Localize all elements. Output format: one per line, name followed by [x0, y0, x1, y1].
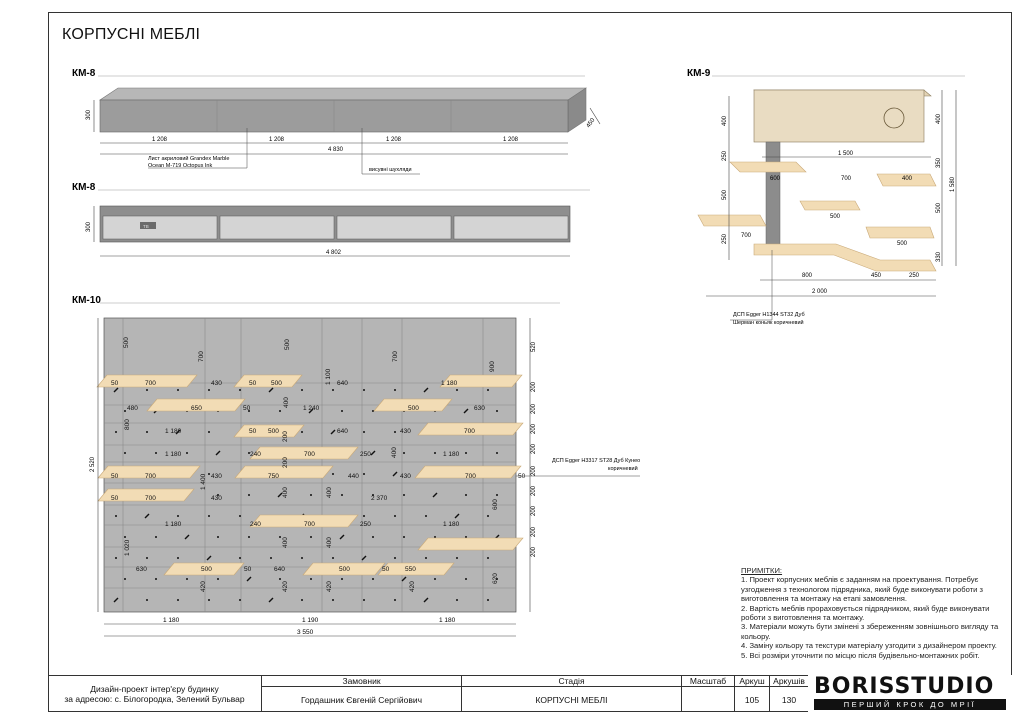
peg-hole — [487, 515, 489, 517]
km9-shelf — [730, 162, 806, 172]
km10-right-dim: 200 — [531, 403, 537, 414]
km10-dim-label: 700 — [465, 473, 476, 480]
peg-hole — [487, 557, 489, 559]
km10-dim-label: 500 — [339, 566, 350, 573]
km9-bottom-dim: 250 — [909, 273, 920, 279]
sheet-label: Аркуш — [734, 675, 769, 686]
note-item: 5. Всі розміри уточнити по місцю після будівельно-монтажних робіт. — [741, 650, 980, 660]
km9-shelf-dim: 600 — [770, 176, 781, 182]
km9-shelf-dim: 500 — [897, 241, 908, 247]
peg-hole — [177, 389, 179, 391]
peg-hole — [115, 557, 117, 559]
km10-dim-label: 240 — [250, 451, 261, 458]
km10-right-dim: 200 — [531, 381, 537, 392]
peg-hole — [208, 431, 210, 433]
km8-top-cabinet-lid — [100, 88, 586, 100]
peg-hole — [177, 599, 179, 601]
peg-hole — [208, 515, 210, 517]
peg-hole — [186, 452, 188, 454]
peg-hole — [208, 599, 210, 601]
peg-hole — [403, 452, 405, 454]
peg-hole — [301, 431, 303, 433]
km10-dim-label: 600 — [492, 499, 499, 510]
stage-value: КОРПУСНІ МЕБЛІ — [461, 686, 681, 712]
km10-dim-label: 50 — [244, 566, 252, 573]
km8-top-depth-dim: 450 — [585, 117, 597, 130]
peg-hole — [124, 536, 126, 538]
km8-top-segment-dim: 1 208 — [152, 137, 168, 143]
km8-bottom-drawing — [72, 182, 590, 256]
km10-right-dims — [531, 341, 537, 557]
km10-dim-label: 420 — [326, 581, 333, 592]
km10-dim-label: 500 — [271, 380, 282, 387]
peg-hole — [394, 389, 396, 391]
peg-hole — [310, 578, 312, 580]
sheets-total: 130 — [769, 686, 808, 712]
km10-bottom-dim: 1 180 — [439, 617, 456, 624]
peg-hole — [115, 515, 117, 517]
peg-hole — [403, 494, 405, 496]
peg-hole — [146, 599, 148, 601]
km10-dim-label: 420 — [282, 581, 289, 592]
km9-left-dim: 500 — [722, 189, 728, 200]
peg-hole — [487, 599, 489, 601]
peg-hole — [456, 389, 458, 391]
studio-logo — [808, 675, 1012, 712]
peg-hole — [363, 599, 365, 601]
project-line-1: Дизайн-проект інтер'єру будинку — [90, 684, 219, 694]
km9-right-dim: 330 — [936, 251, 942, 262]
sheet-no: 105 — [734, 686, 769, 712]
peg-hole — [456, 599, 458, 601]
km10-dim-label: 640 — [337, 428, 348, 435]
peg-hole — [177, 557, 179, 559]
peg-hole — [332, 389, 334, 391]
km10-material-note: ДСП Egger H3317 ST28 Дуб Кунео — [552, 458, 641, 464]
km10-dim-label: 1 180 — [443, 451, 460, 458]
peg-hole — [217, 578, 219, 580]
km8-top-height-dim: 300 — [86, 109, 92, 120]
km10-dim-label: 700 — [145, 380, 156, 387]
peg-hole — [332, 473, 334, 475]
peg-hole — [496, 494, 498, 496]
peg-hole — [301, 389, 303, 391]
km10-dim-label: 1 180 — [165, 451, 182, 458]
peg-hole — [115, 431, 117, 433]
km10-dim-label: 1 400 — [200, 473, 207, 490]
km10-dim-label: 1 180 — [443, 521, 460, 528]
km9-bottom-dim: 800 — [802, 273, 813, 279]
km10-dim-label: 500 — [201, 566, 212, 573]
peg-hole — [394, 515, 396, 517]
km10-material-note: коричневий — [608, 466, 638, 472]
km10-dim-label: 50 — [243, 405, 251, 412]
peg-hole — [465, 494, 467, 496]
km9-label: КМ-9 — [687, 68, 711, 79]
km9-total-height: 1 580 — [950, 176, 956, 192]
km10-dim-label: 400 — [282, 487, 289, 498]
km10-dim-label: 1 020 — [124, 539, 131, 556]
km10-label: КМ-10 — [72, 295, 101, 306]
km9-left-dim: 250 — [722, 150, 728, 161]
km10-total-width: 3 550 — [297, 629, 314, 636]
customer-label: Замовник — [261, 675, 461, 686]
brand-tagline: ПЕРШИЙ КРОК ДО МРІЇ — [814, 699, 1006, 710]
km10-dim-label: 250 — [360, 451, 371, 458]
km10-dim-label: 700 — [198, 351, 205, 362]
km10-dim-label: 50 — [111, 380, 119, 387]
peg-hole — [248, 494, 250, 496]
km9-right-dim: 400 — [936, 113, 942, 124]
peg-hole — [248, 536, 250, 538]
km10-dim-label: 640 — [337, 380, 348, 387]
km9-shelf-dim: 400 — [902, 176, 913, 182]
peg-hole — [124, 410, 126, 412]
peg-hole — [332, 557, 334, 559]
km9-material-note: ДСП Egger H1344 ST32 Дуб — [733, 312, 805, 318]
peg-hole — [177, 515, 179, 517]
peg-hole — [310, 536, 312, 538]
peg-hole — [434, 578, 436, 580]
km10-dim-label: 250 — [360, 521, 371, 528]
customer-name: Гордашник Євгеній Сергійович — [261, 686, 461, 712]
peg-hole — [363, 515, 365, 517]
km10-dim-label: 700 — [464, 428, 475, 435]
peg-hole — [155, 578, 157, 580]
km10-dim-label: 2 370 — [371, 495, 388, 502]
km8-top-total-dim: 4 830 — [328, 147, 344, 153]
km10-dim-label: 1 180 — [165, 428, 182, 435]
km10-dim-label: 50 — [111, 495, 119, 502]
km8-bottom-label: КМ-8 — [72, 182, 96, 193]
peg-hole — [372, 578, 374, 580]
peg-hole — [487, 389, 489, 391]
km10-dim-label: 430 — [211, 495, 222, 502]
km8-top-segment-dim: 1 208 — [503, 137, 519, 143]
peg-hole — [496, 410, 498, 412]
peg-hole — [425, 557, 427, 559]
km10-right-dim: 200 — [531, 465, 537, 476]
km9-shelf-dim: 500 — [830, 214, 841, 220]
km10-dim-label: 640 — [274, 566, 285, 573]
peg-hole — [208, 389, 210, 391]
peg-hole — [270, 557, 272, 559]
km9-shelf-dim: 700 — [741, 233, 752, 239]
km10-dim-label: 630 — [474, 405, 485, 412]
km10-dim-label: 430 — [400, 473, 411, 480]
peg-hole — [124, 452, 126, 454]
km10-shelf — [234, 375, 302, 387]
km10-dim-label: 1 180 — [165, 521, 182, 528]
km10-dim-label: 50 — [518, 473, 526, 480]
tv-box-tag: ТВ — [143, 224, 149, 229]
km10-dim-label: 200 — [282, 431, 289, 442]
peg-hole — [434, 452, 436, 454]
peg-hole — [155, 452, 157, 454]
scale-label: Масштаб — [681, 675, 734, 686]
peg-hole — [279, 410, 281, 412]
km8-bottom-height-dim: 300 — [86, 221, 92, 232]
km9-right-dim: 350 — [936, 157, 942, 168]
km10-dim-label: 430 — [211, 380, 222, 387]
note-item: 1. Проект корпусних меблів є заданням на проектування. Потребує узгодження з технологом підрядника, який буде виконувати роботи з виготовлення та монтажу на етапі замовлення. — [741, 575, 983, 604]
peg-hole — [341, 410, 343, 412]
km10-right-dim: 200 — [531, 423, 537, 434]
km10-dim-label: 500 — [408, 405, 419, 412]
note-item: 4. Заміну кольору та текстури матеріалу узгодити з дизайнером проекту. — [741, 641, 997, 651]
peg-hole — [146, 389, 148, 391]
peg-hole — [146, 557, 148, 559]
peg-hole — [301, 599, 303, 601]
peg-hole — [239, 599, 241, 601]
peg-hole — [372, 536, 374, 538]
peg-hole — [208, 473, 210, 475]
km8-top-label: КМ-8 — [72, 68, 96, 79]
km8-bottom-niche — [337, 216, 451, 239]
km9-top-width: 1 500 — [838, 151, 854, 157]
km10-dim-label: 420 — [409, 581, 416, 592]
km8-top-drawers-note: висувні шухляди — [369, 167, 412, 173]
peg-hole — [394, 431, 396, 433]
km10-shelf — [378, 563, 454, 575]
km10-dim-label: 620 — [492, 573, 499, 584]
km10-dim-label: 650 — [191, 405, 202, 412]
peg-hole — [403, 536, 405, 538]
peg-hole — [301, 557, 303, 559]
km9-shelf-dim: 700 — [841, 176, 852, 182]
km10-dim-label: 480 — [127, 405, 138, 412]
km10-dim-label: 200 — [282, 457, 289, 468]
km10-dim-label: 500 — [268, 428, 279, 435]
peg-hole — [146, 431, 148, 433]
km8-bottom-niche — [454, 216, 568, 239]
km10-dim-label: 50 — [249, 428, 257, 435]
peg-hole — [279, 578, 281, 580]
peg-hole — [124, 578, 126, 580]
km10-right-dim: 520 — [531, 341, 537, 352]
km9-ramp — [754, 244, 936, 271]
km10-dim-label: 700 — [145, 495, 156, 502]
peg-hole — [394, 557, 396, 559]
peg-hole — [363, 389, 365, 391]
peg-hole — [496, 452, 498, 454]
km9-drawing — [687, 68, 965, 326]
km10-dim-label: 750 — [268, 473, 279, 480]
km10-dim-label: 1 240 — [303, 405, 320, 412]
km10-right-dim: 200 — [531, 505, 537, 516]
note-item: 3. Матеріали можуть бути змінені з збереженням зовнішнього вигляду та кольору. — [741, 622, 999, 641]
km8-bottom-niche — [220, 216, 334, 239]
km10-shelf — [418, 538, 523, 550]
km10-dim-label: 700 — [145, 473, 156, 480]
km10-dim-label: 800 — [124, 419, 131, 430]
peg-hole — [363, 473, 365, 475]
km8-top-segment-dim: 1 208 — [269, 137, 285, 143]
peg-hole — [341, 494, 343, 496]
km9-shelf — [800, 201, 860, 210]
km10-dim-label: 550 — [405, 566, 416, 573]
km10-dim-label: 430 — [400, 428, 411, 435]
km9-left-dim: 400 — [722, 115, 728, 126]
km10-dim-label: 400 — [283, 397, 290, 408]
peg-hole — [456, 557, 458, 559]
project-cell — [48, 675, 261, 712]
notes-block — [741, 566, 1007, 660]
note-item: 2. Вартість меблів прораховується підрядником, який буде виконувати роботи з виготовлення та монтажу. — [741, 603, 990, 623]
km10-bottom-dim: 1 190 — [302, 617, 319, 624]
peg-hole — [155, 536, 157, 538]
km10-dim-label: 400 — [282, 537, 289, 548]
peg-hole — [239, 389, 241, 391]
km10-dim-label: 700 — [304, 521, 315, 528]
km10-right-dim: 200 — [531, 485, 537, 496]
km10-dim-label: 630 — [136, 566, 147, 573]
peg-hole — [425, 515, 427, 517]
km10-dim-label: 500 — [284, 339, 291, 350]
km9-bottom-dim: 450 — [871, 273, 882, 279]
project-line-2: за адресою: с. Білогородка, Зелений Бульвар — [64, 694, 245, 704]
km10-dim-label: 430 — [211, 473, 222, 480]
brand-name: BORISSTUDIO — [814, 674, 995, 699]
km10-right-dim: 200 — [531, 443, 537, 454]
km9-material-leader — [730, 250, 772, 320]
km8-bottom-niche — [103, 216, 217, 239]
peg-hole — [332, 599, 334, 601]
notes-heading: ПРИМІТКИ: — [741, 566, 783, 575]
peg-hole — [465, 452, 467, 454]
km9-shelf — [698, 215, 766, 226]
km10-dim-label: 900 — [489, 361, 496, 372]
sheets-label: Аркушів — [769, 675, 808, 686]
km10-right-dim: 200 — [531, 526, 537, 537]
km10-dim-label: 700 — [392, 351, 399, 362]
km10-dim-label: 700 — [304, 451, 315, 458]
km9-total-width: 2 000 — [812, 289, 828, 295]
km8-top-segment-dim: 1 208 — [386, 137, 402, 143]
peg-hole — [465, 578, 467, 580]
peg-hole — [217, 536, 219, 538]
stage-label: Стадія — [461, 675, 681, 686]
km8-top-material-note: Лист акриловий Grandex Marble — [148, 156, 230, 162]
km8-bottom-total-dim: 4 802 — [326, 250, 342, 256]
km10-bottom-dim: 1 180 — [163, 617, 180, 624]
km10-dim-label: 50 — [249, 380, 257, 387]
km9-post — [766, 142, 780, 250]
peg-hole — [239, 557, 241, 559]
peg-hole — [341, 578, 343, 580]
km8-top-drawing — [72, 68, 600, 174]
peg-hole — [239, 515, 241, 517]
km8-top-material-leader — [148, 128, 247, 168]
km9-right-dim: 500 — [936, 202, 942, 213]
km9-material-note: Шерман коньяк коричневий — [733, 320, 804, 326]
km10-drawing — [72, 295, 640, 636]
peg-hole — [363, 431, 365, 433]
km9-shelf — [866, 227, 934, 238]
km10-dim-label: 1 100 — [325, 368, 332, 385]
peg-hole — [186, 578, 188, 580]
km10-dim-label: 400 — [391, 447, 398, 458]
km9-left-dim: 250 — [722, 233, 728, 244]
km10-dim-label: 50 — [382, 566, 390, 573]
km10-height-total: 2 520 — [90, 456, 96, 472]
km10-dim-label: 400 — [326, 537, 333, 548]
km10-dim-label: 500 — [123, 337, 130, 348]
km10-right-dim: 200 — [531, 546, 537, 557]
title-block — [48, 675, 1012, 712]
km10-dim-label: 440 — [348, 473, 359, 480]
km10-dim-label: 50 — [111, 473, 119, 480]
km10-dim-label: 1 180 — [441, 380, 458, 387]
page-title: КОРПУСНІ МЕБЛІ — [62, 26, 201, 43]
scale-value — [681, 686, 734, 712]
peg-hole — [394, 599, 396, 601]
km10-dim-label: 240 — [250, 521, 261, 528]
km10-dim-label: 420 — [200, 581, 207, 592]
km8-top-material-note: Ocean M-719 Octopus Ink — [148, 163, 213, 169]
km9-house-box — [754, 90, 924, 142]
peg-hole — [279, 536, 281, 538]
km10-dim-label: 400 — [326, 487, 333, 498]
peg-hole — [310, 494, 312, 496]
